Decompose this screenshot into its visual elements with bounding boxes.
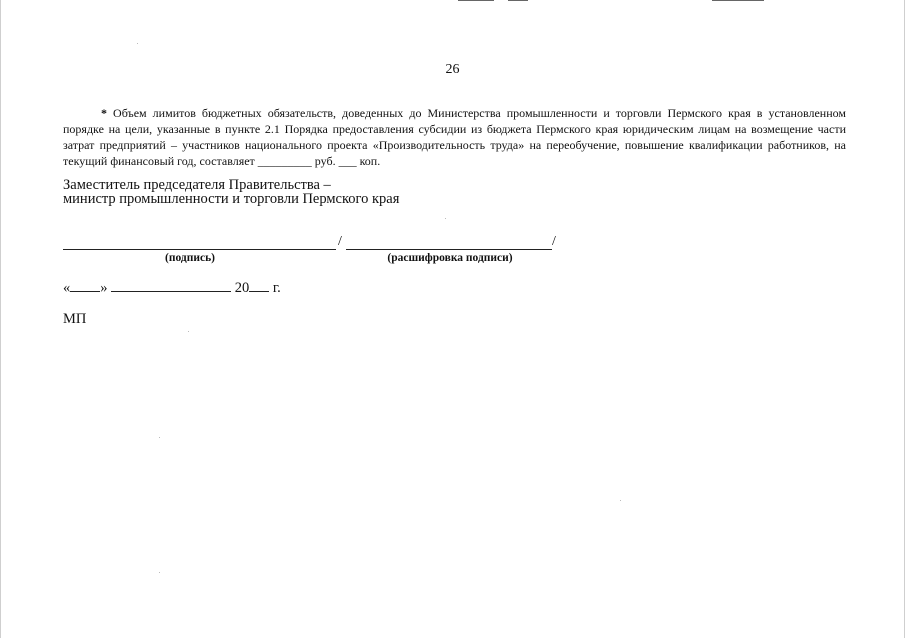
scan-speck (445, 218, 446, 219)
scan-speck (188, 331, 189, 332)
signatory-position-line-1: Заместитель председателя Правительства – (63, 177, 331, 193)
scan-speck (137, 43, 138, 44)
budget-limits-footnote (63, 105, 846, 169)
day-blank (70, 278, 100, 292)
date-open-quote: « (63, 280, 71, 296)
signature-transcript-line (346, 249, 552, 250)
year-blank (249, 278, 269, 292)
scan-speck (159, 437, 160, 438)
month-blank (111, 278, 231, 292)
signature-line (63, 249, 336, 250)
date-line (63, 278, 281, 297)
seal-placeholder: МП (63, 311, 87, 327)
signature-transcript-caption: (расшифровка подписи) (387, 252, 513, 264)
signature-caption: (подпись) (165, 252, 215, 264)
date-close-quote: » (100, 280, 108, 296)
year-prefix: 20 (234, 280, 250, 296)
scan-speck (159, 572, 160, 573)
signatory-position (63, 178, 399, 206)
signature-separator-left: / (338, 234, 342, 249)
footnote-marker: * (101, 106, 107, 120)
footnote-text: Объем лимитов бюджетных обязательств, доведенных до Министерства промышленности и торговли Пермского края в установленном порядке на цели, указанные в пункте 2.1 Порядка предоставления субсидии из бюджета Пермского края юридическим лицам на возмещение части затрат предприятий – участников национального проекта «Производительность труда» на переобучение, повышение квалификации работников, на текущий финансовый год, составляет _________ руб. ___ коп. (63, 106, 846, 168)
signatory-position-line-2: министр промышленности и торговли Пермского края (63, 191, 400, 207)
year-suffix: г. (272, 280, 281, 296)
scan-speck (620, 500, 621, 501)
page-number: 26 (445, 62, 460, 77)
signature-separator-right: / (552, 234, 556, 249)
